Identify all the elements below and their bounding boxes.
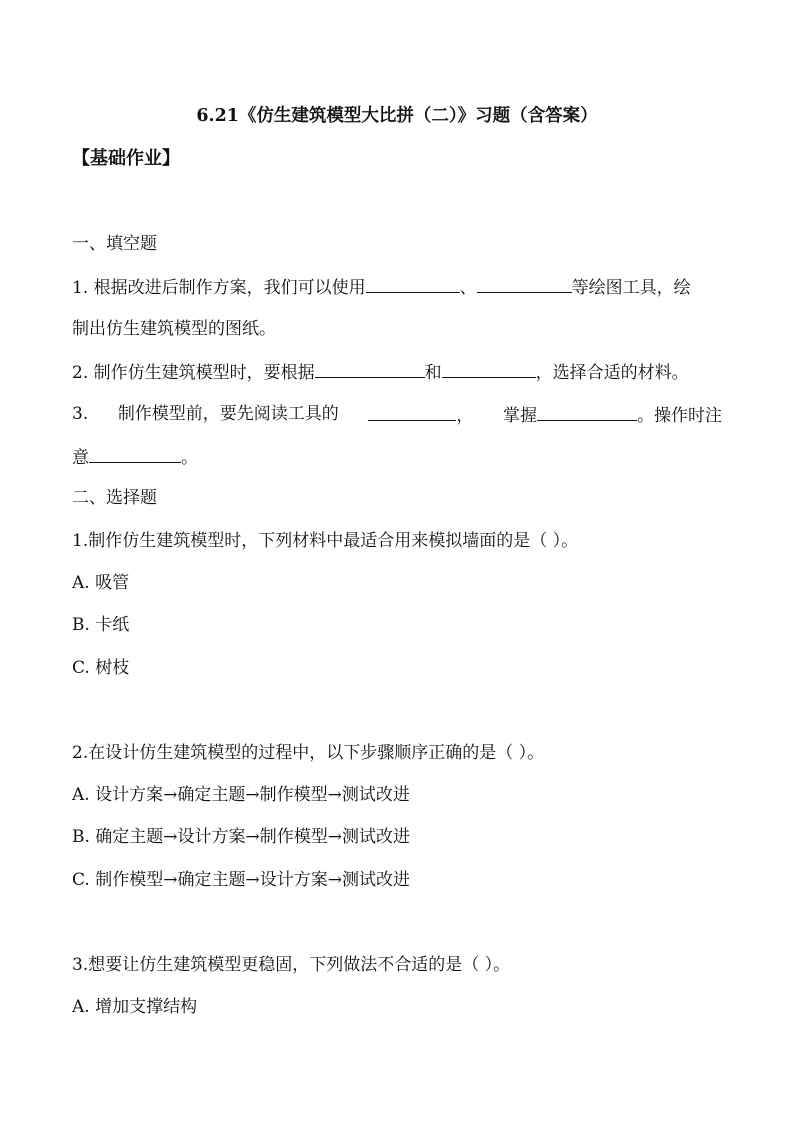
fill-blank-heading: 一、填空题	[72, 234, 157, 254]
fill-q3-text-b: 掌握	[502, 406, 537, 426]
fill-question-1-line-1	[72, 274, 722, 300]
fill-q2-blank-2[interactable]	[442, 359, 536, 378]
fill-question-2	[72, 359, 722, 385]
choice-q2-option-a[interactable]: A. 设计方案→确定主题→制作模型→测试改进	[72, 785, 410, 805]
choice-q2-option-b[interactable]: B. 确定主题→设计方案→制作模型→测试改进	[72, 827, 411, 847]
choice-heading: 二、选择题	[72, 488, 157, 508]
fill-q1-separator: 、	[459, 278, 477, 298]
fill-q3-text-d: 意	[72, 448, 89, 468]
fill-q2-text-b: 和	[424, 363, 442, 383]
section-heading: 【基础作业】	[72, 148, 180, 169]
fill-question-3-line-2	[72, 444, 722, 470]
fill-q2-text-a: 2. 制作仿生建筑模型时，要根据	[72, 363, 315, 383]
fill-question-3-line-1	[72, 402, 722, 428]
fill-q1-text-a: 1. 根据改进后制作方案，我们可以使用	[72, 278, 366, 298]
fill-q3-blank-2[interactable]	[537, 402, 637, 421]
choice-q1-option-c[interactable]: C. 树枝	[72, 658, 130, 678]
fill-q3-comma: ，	[456, 406, 474, 426]
fill-q1-text-b: 等绘图工具，绘	[571, 278, 691, 298]
fill-q3-blank-1[interactable]	[368, 402, 456, 421]
fill-q1-blank-1[interactable]	[366, 274, 460, 293]
fill-q2-text-c: ，选择合适的材料。	[535, 363, 689, 383]
choice-q1-option-b[interactable]: B. 卡纸	[72, 615, 130, 635]
fill-q3-text-c: 。操作时注	[636, 406, 722, 426]
choice-question-3-stem: 3.想要让仿生建筑模型更稳固，下列做法不合适的是（ ）。	[72, 955, 511, 975]
choice-q1-option-a[interactable]: A. 吸管	[72, 573, 130, 593]
choice-q3-option-a[interactable]: A. 增加支撑结构	[72, 997, 198, 1017]
fill-q2-blank-1[interactable]	[315, 359, 425, 378]
choice-question-1-stem: 1.制作仿生建筑模型时，下列材料中最适合用来模拟墙面的是（ ）。	[72, 531, 579, 551]
fill-question-1-line-2: 制出仿生建筑模型的图纸。	[72, 319, 276, 339]
fill-q3-blank-3[interactable]	[89, 444, 181, 463]
choice-q2-option-c[interactable]: C. 制作模型→确定主题→设计方案→测试改进	[72, 870, 410, 890]
fill-q3-period: 。	[181, 448, 198, 468]
choice-question-2-stem: 2.在设计仿生建筑模型的过程中，以下步骤顺序正确的是（ ）。	[72, 743, 545, 763]
fill-q3-number: 3.	[72, 404, 89, 424]
fill-q3-text-a: 制作模型前，要先阅读工具的	[117, 404, 339, 424]
document-title: 6.21《仿生建筑模型大比拼（二）》习题（含答案）	[196, 106, 598, 126]
fill-q1-blank-2[interactable]	[477, 274, 572, 293]
